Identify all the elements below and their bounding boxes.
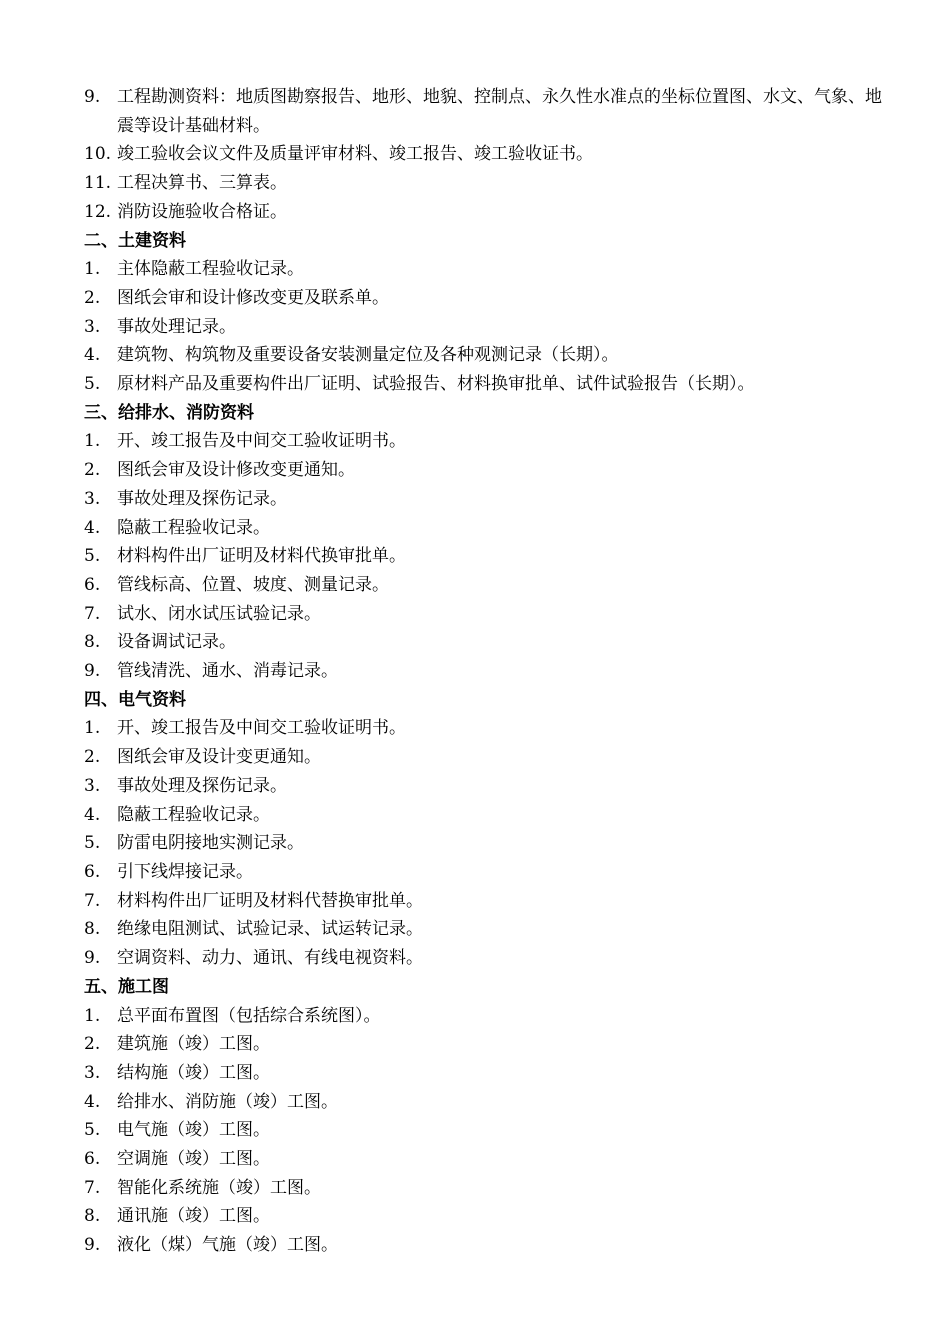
list-item	[84, 255, 884, 284]
list-item	[84, 427, 884, 456]
list-item	[84, 829, 884, 858]
section	[84, 686, 884, 973]
list-item-number: 6.	[84, 1149, 101, 1170]
section	[84, 973, 884, 1260]
section-heading: 四、电气资料	[84, 689, 186, 710]
list-item-text: 开、竣工报告及中间交工验收证明书。	[117, 431, 406, 452]
list-item-text: 隐蔽工程验收记录。	[117, 517, 270, 538]
list-item	[84, 657, 884, 686]
list-item-number: 4.	[84, 1091, 101, 1112]
list-item-number: 7.	[84, 603, 101, 624]
list-item-number: 2.	[84, 1034, 101, 1055]
list-item	[84, 1202, 884, 1231]
list-item	[84, 542, 884, 571]
list-item-number: 2.	[84, 747, 101, 768]
list-item-number: 8.	[84, 919, 101, 940]
list-item-number: 1.	[84, 259, 101, 280]
list-item	[84, 944, 884, 973]
list-item-number: 6.	[84, 861, 101, 882]
list-item-text: 原材料产品及重要构件出厂证明、试验报告、材料换审批单、试件试验报告（长期）。	[117, 374, 755, 395]
list-item-text: 引下线焊接记录。	[117, 861, 253, 882]
section-heading: 三、给排水、消防资料	[84, 402, 254, 423]
list-item-text: 管线清洗、通水、消毒记录。	[117, 661, 338, 682]
list-item-number: 11.	[84, 173, 112, 194]
list-item	[84, 1030, 884, 1059]
list-item	[84, 915, 884, 944]
list-item	[84, 772, 884, 801]
list-item-text: 总平面布置图（包括综合系统图）。	[117, 1005, 381, 1026]
list-item	[84, 1231, 884, 1260]
list-item	[84, 1059, 884, 1088]
list-item-number: 10.	[84, 144, 112, 165]
list-item-number: 7.	[84, 1177, 101, 1198]
list-item-number: 2.	[84, 460, 101, 481]
list-item-number: 4.	[84, 804, 101, 825]
list-item-text: 图纸会审及设计修改变更通知。	[117, 460, 355, 481]
list-item	[84, 1116, 884, 1145]
list-item-text: 空调资料、动力、通讯、有线电视资料。	[117, 948, 423, 969]
list-item	[84, 284, 884, 313]
list-item-number: 1.	[84, 431, 101, 452]
section-heading: 二、土建资料	[84, 230, 186, 251]
list-item	[84, 1145, 884, 1174]
list-item	[84, 1088, 884, 1117]
document-body	[84, 83, 884, 1260]
list-item	[84, 83, 884, 140]
list-item-number: 1.	[84, 718, 101, 739]
list-item-text: 防雷电阴接地实测记录。	[117, 833, 304, 854]
list-item-text: 材料构件出厂证明及材料代换审批单。	[117, 546, 406, 567]
list-item-text: 开、竣工报告及中间交工验收证明书。	[117, 718, 406, 739]
list-item-text: 电气施（竣）工图。	[117, 1120, 270, 1141]
list-item	[84, 1174, 884, 1203]
intro-list	[84, 83, 884, 227]
list-item-text: 隐蔽工程验收记录。	[117, 804, 270, 825]
section	[84, 227, 884, 399]
list-item	[84, 801, 884, 830]
list-item	[84, 313, 884, 342]
list-item-text: 主体隐蔽工程验收记录。	[117, 259, 304, 280]
list-item	[84, 628, 884, 657]
list-item	[84, 858, 884, 887]
list-item-number: 7.	[84, 890, 101, 911]
list-item-text: 消防设施验收合格证。	[117, 201, 287, 222]
list-item	[84, 198, 884, 227]
list-item-text: 事故处理记录。	[117, 316, 236, 337]
section	[84, 399, 884, 686]
list-item-text: 事故处理及探伤记录。	[117, 775, 287, 796]
list-item-number: 4.	[84, 517, 101, 538]
list-item-number: 3.	[84, 316, 101, 337]
section-heading: 五、施工图	[84, 976, 169, 997]
list-item-text: 绝缘电阻测试、试验记录、试运转记录。	[117, 919, 423, 940]
list-item	[84, 485, 884, 514]
list-item	[84, 600, 884, 629]
list-item-number: 2.	[84, 287, 101, 308]
list-item-text: 建筑物、构筑物及重要设备安装测量定位及各种观测记录（长期）。	[117, 345, 619, 366]
list-item-number: 3.	[84, 488, 101, 509]
list-item-number: 5.	[84, 374, 101, 395]
list-item-number: 8.	[84, 632, 101, 653]
list-item-text: 智能化系统施（竣）工图。	[117, 1177, 321, 1198]
list-item-number: 6.	[84, 574, 101, 595]
list-item-text: 给排水、消防施（竣）工图。	[117, 1091, 338, 1112]
list-item-number: 1.	[84, 1005, 101, 1026]
list-item	[84, 514, 884, 543]
list-item-number: 5.	[84, 546, 101, 567]
list-item-number: 9.	[84, 1235, 101, 1256]
list-item	[84, 169, 884, 198]
list-item	[84, 714, 884, 743]
list-item-text: 液化（煤）气施（竣）工图。	[117, 1235, 338, 1256]
list-item-text: 管线标高、位置、坡度、测量记录。	[117, 574, 389, 595]
list-item-number: 8.	[84, 1206, 101, 1227]
list-item-number: 3.	[84, 775, 101, 796]
list-item-number: 12.	[84, 201, 112, 222]
list-item-number: 4.	[84, 345, 101, 366]
list-item	[84, 887, 884, 916]
list-item-number: 9.	[84, 948, 101, 969]
list-item-text: 通讯施（竣）工图。	[117, 1206, 270, 1227]
list-item-text: 结构施（竣）工图。	[117, 1062, 270, 1083]
list-item	[84, 140, 884, 169]
list-item-text: 建筑施（竣）工图。	[117, 1034, 270, 1055]
list-item-text: 试水、闭水试压试验记录。	[117, 603, 321, 624]
list-item	[84, 1002, 884, 1031]
list-item-text: 工程决算书、三算表。	[117, 173, 287, 194]
list-item-number: 5.	[84, 1120, 101, 1141]
list-item-text: 图纸会审和设计修改变更及联系单。	[117, 287, 389, 308]
list-item	[84, 571, 884, 600]
list-item-text: 材料构件出厂证明及材料代替换审批单。	[117, 890, 423, 911]
list-item	[84, 341, 884, 370]
list-item-text: 工程勘测资料：地质图勘察报告、地形、地貌、控制点、永久性水准点的坐标位置图、水文、气象、地震等设计基础材料。	[117, 87, 882, 136]
list-item	[84, 456, 884, 485]
list-item-number: 9.	[84, 661, 101, 682]
list-item	[84, 743, 884, 772]
list-item-text: 事故处理及探伤记录。	[117, 488, 287, 509]
list-item-text: 设备调试记录。	[117, 632, 236, 653]
list-item-number: 9.	[84, 87, 101, 107]
list-item	[84, 370, 884, 399]
list-item-number: 3.	[84, 1062, 101, 1083]
list-item-number: 5.	[84, 833, 101, 854]
list-item-text: 空调施（竣）工图。	[117, 1149, 270, 1170]
list-item-text: 图纸会审及设计变更通知。	[117, 747, 321, 768]
list-item-text: 竣工验收会议文件及质量评审材料、竣工报告、竣工验收证书。	[117, 144, 593, 165]
